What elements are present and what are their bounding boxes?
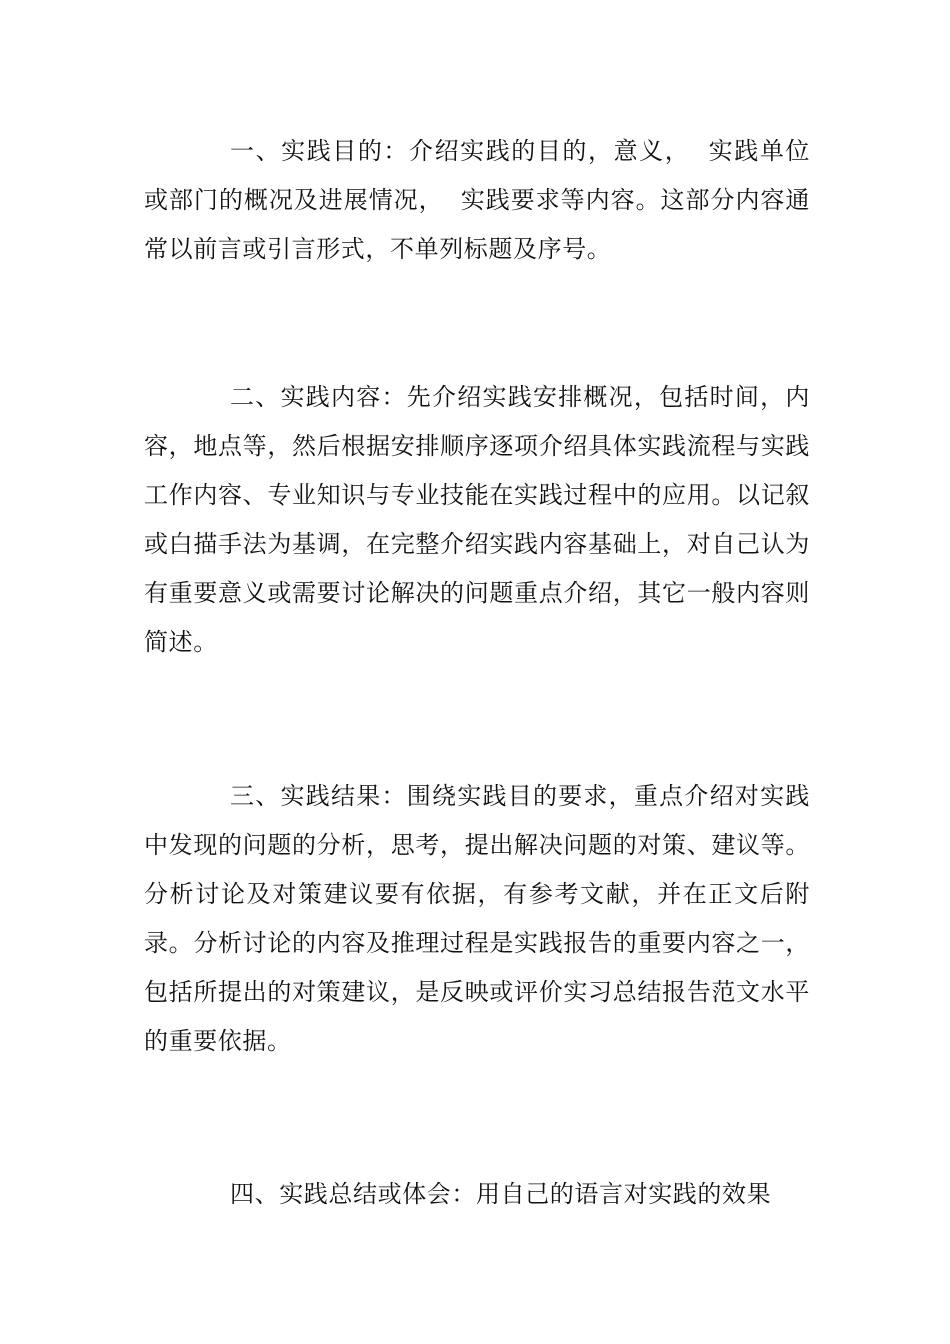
paragraph-practice-content: 二、实践内容：先介绍实践安排概况，包括时间，内容，地点等，然后根据安排顺序逐项介绍具体实践流程与实践工作内容、专业知识与专业技能在实践过程中的应用。以记叙或白描手法为基调，在完整介绍实践内容基础上，对自己认为有重要意义或需要讨论解决的问题重点介绍，其它一般内容则简述。 — [144, 383, 810, 656]
paragraph-practice-results: 三、实践结果：围绕实践目的要求，重点介绍对实践中发现的问题的分析，思考，提出解决问题的对策、建议等。分析讨论及对策建议要有依据，有参考文献，并在正文后附录。分析讨论的内容及推理过程是实践报告的重要内容之一，包括所提出的对策建议，是反映或评价实习总结报告范文水平的重要依据。 — [144, 782, 810, 1055]
paragraph-practice-purpose: 一、实践目的：介绍实践的目的，意义， 实践单位或部门的概况及进展情况， 实践要求等内容。这部分内容通常以前言或引言形式，不单列标题及序号。 — [144, 137, 810, 263]
paragraph-practice-summary: 四、实践总结或体会：用自己的语言对实践的效果 — [230, 1180, 772, 1208]
